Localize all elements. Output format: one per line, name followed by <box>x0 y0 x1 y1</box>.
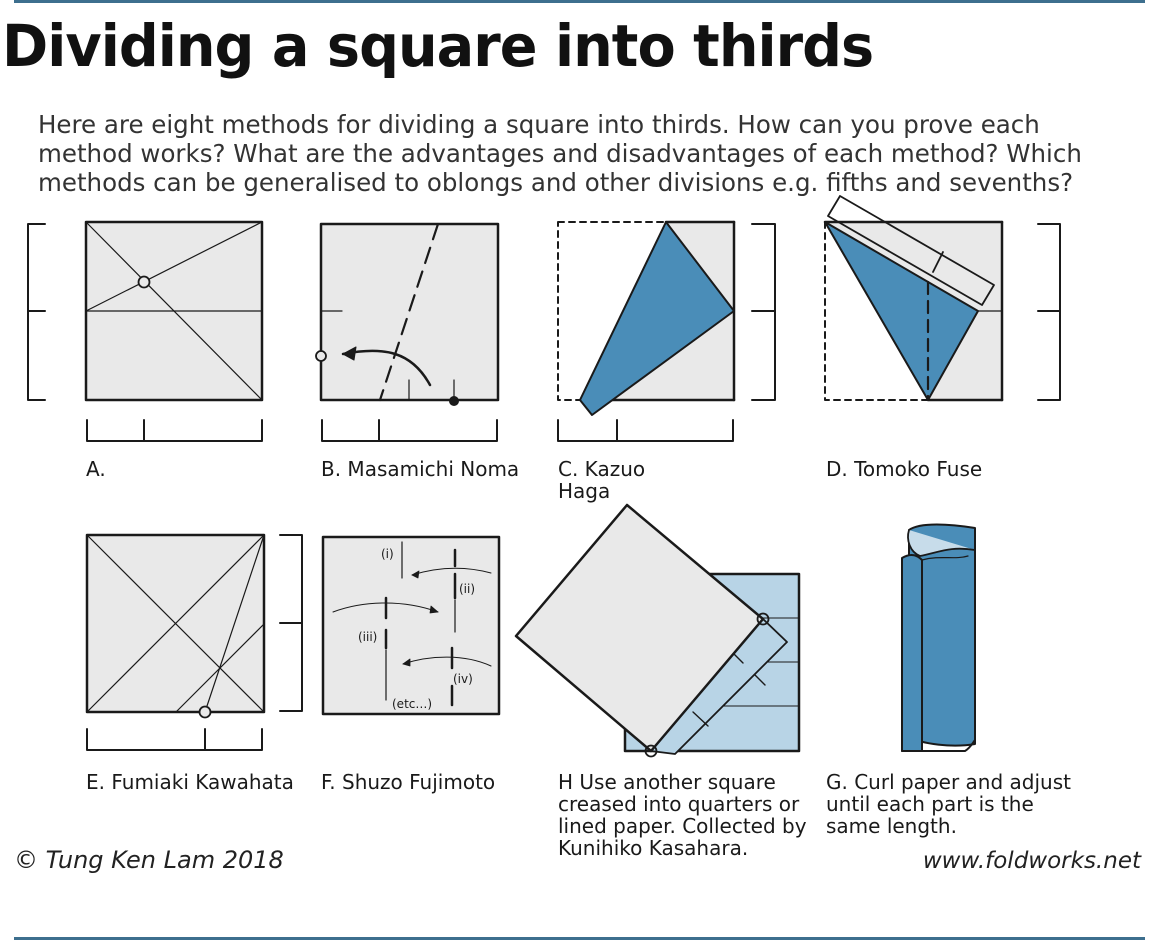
bottom-rule <box>14 937 1145 940</box>
f-step-iv-label: (iv) <box>453 672 473 686</box>
caption-c: C. Kazuo Haga <box>558 457 646 503</box>
caption-d: D. Tomoko Fuse <box>826 457 983 481</box>
intro-text: Here are eight methods for dividing a square into thirds. How can you prove each method works? What are the advantages and disadvantages of each method? Which methods can be generalised to oblongs and other divisions e.g. fifths and sevenths? <box>38 110 1082 197</box>
f-step-etc-label: (etc…) <box>392 697 433 711</box>
caption-f: F. Shuzo Fujimoto <box>321 770 496 794</box>
f-step-ii-label: (ii) <box>459 582 476 596</box>
diagram-e <box>87 535 302 750</box>
diagram-b <box>316 224 498 441</box>
copyright-text: © Tung Ken Lam 2018 <box>14 846 284 874</box>
diagram-a <box>28 222 262 441</box>
caption-e: E. Fumiaki Kawahata <box>86 770 294 794</box>
caption-b: B. Masamichi Noma <box>321 457 520 481</box>
diagram-c <box>558 222 775 441</box>
caption-h: H Use another square creased into quarters or lined paper. Collected by Kunihiko Kasahara. <box>558 770 807 860</box>
caption-g: G. Curl paper and adjust until each part is the same length. <box>826 770 1071 838</box>
diagram-h <box>516 505 799 757</box>
diagram-g <box>902 525 975 752</box>
page-title: Dividing a square into thirds <box>2 12 874 80</box>
f-step-i-label: (i) <box>381 547 394 561</box>
caption-a: A. <box>86 457 106 481</box>
website-link[interactable]: www.foldworks.net <box>922 848 1141 874</box>
f-step-iii-label: (iii) <box>358 630 378 644</box>
diagram-d <box>825 196 1060 400</box>
